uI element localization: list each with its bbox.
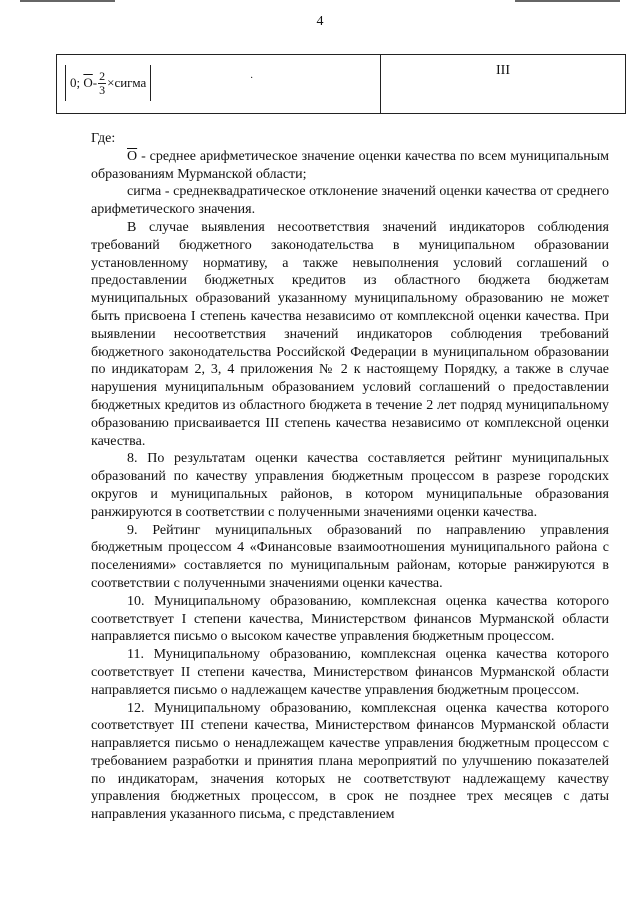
formula-cell [57,55,381,113]
paragraph-case: В случае выявления несоответствия значений индикаторов соблюдения требований бюджетного законодательства в муниципальном образовании установленному нормативу, а также невыполнения условий соглашений о предоставлении бюджетных кредитов из областного бюджета бюджетам муниципальных образований указанному муниципальному образованию не может быть присвоена I степень качества независимо от комплексной оценки качества. При выявлении несоответствия значений индикаторов соблюдения требований бюджетного законодательства Российской Федерации в муниципальном образовании по индикаторам 2, 3, 4 приложения № 2 к настоящему Порядку, а также в случае нарушения муниципальным образованием условий соглашений о предоставлении бюджетных кредитов из областного бюджета в течение 2 лет подряд муниципальному образованию присваивается III степень качества независимо от комплексной оценки качества. [91,219,609,449]
definition-sigma: сигма - среднеквадратическое отклонение значений оценки качества от среднего арифметического значения. [91,184,609,218]
level-cell [381,55,625,113]
fraction-numerator: 2 [99,68,106,83]
formula-sigma-term: ×сигма [107,75,147,90]
where-label: Где: [91,131,116,146]
paragraph-12: 12. Муниципальному образованию, комплексная оценка качества которого соответствует III степени качества, Министерством финансов Мурманской области направляется письмо о ненадлежащем качестве управления бюджетным процессом с требованием разработки и принятия плана мероприятий по улучшению показателей по индикаторам, значения которых не соответствуют надлежащему качеству управления бюджетных процессом, в срок не позднее трех месяцев с даты направления указанного письма, с представлением [91,700,609,823]
quality-level-label: III [496,63,510,78]
formula-minus: - [92,75,98,90]
formula-fraction [98,70,106,97]
paragraph-8: 8. По результатам оценки качества составляется рейтинг муниципальных образований по качеству управления бюджетным процессом в разрезе городских округов и муниципальных районов, в котором муниципальные образования ранжируются в соответствии с полученными значениями оценки качества. [91,451,609,520]
scan-speck: · [250,73,254,84]
formula-zero: 0; [70,75,81,90]
document-body [91,130,609,824]
interval-formula [65,65,151,101]
quality-level-table-row [56,54,626,114]
formula-mean-symbol: $\overline{O}$ [83,75,93,90]
fraction-denominator: 3 [99,82,106,97]
definition-mean [91,148,609,184]
definition-mean-text: - среднее арифметическое значение оценки качества по всем муниципальным образованиям Мурманской области; [91,148,609,182]
paragraph-11: 11. Муниципальному образованию, комплексная оценка качества которого соответствует II степени качества, Министерством финансов Мурманской области направляется письмо о надлежащем качестве управления бюджетным процессом. [91,647,609,698]
scan-edge-mark [515,0,620,2]
scan-edge-mark [20,0,115,2]
paragraph-10: 10. Муниципальному образованию, комплексная оценка качества которого соответствует I степени качества, Министерством финансов Мурманской области направляется письмо о высоком качестве управления бюджетным процессом. [91,593,609,645]
paragraph-9: 9. Рейтинг муниципальных образований по направлению управления бюджетным процессом 4 «Финансовые взаимоотношения муниципального района с поселениями» составляется по муниципальным районам, которые ранжируются в соответствии с полученными значениями оценки качества. [91,522,609,591]
mean-symbol: $\overline{O}$ [127,148,138,164]
page-number: 4 [316,14,324,29]
